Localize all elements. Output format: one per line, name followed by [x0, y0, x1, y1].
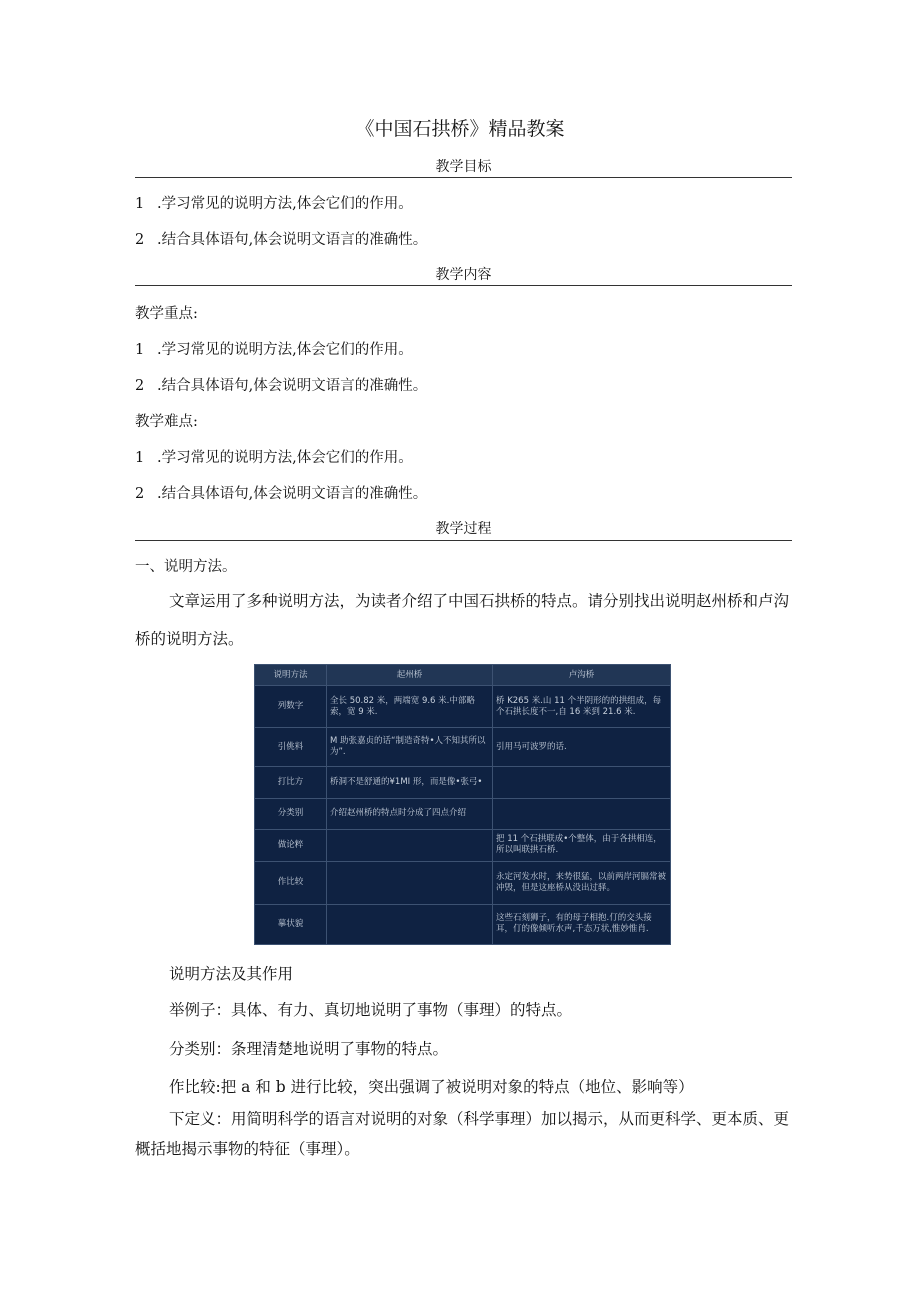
intro-paragraph: 文章运用了多种说明方法，为读者介绍了中国石拱桥的特点。请分别找出说明赵州桥和卢沟桥的说明方法。 — [135, 592, 790, 648]
divider — [135, 285, 792, 286]
item-number: 1 — [135, 196, 145, 212]
item-text: .学习常见的说明方法,体会它们的作用。 — [157, 342, 413, 358]
lugou-cell: 这些石刻狮子，有的母子相抱.仃的交头接耳，仃的像倾听水声,千态万状,惟妙惟肖. — [493, 904, 671, 945]
item-number: 2 — [135, 378, 145, 394]
page-title: 《中国石拱桥》精品教案 — [355, 118, 565, 140]
summary-line-example: 举例子：具体、有力、真切地说明了事物（事理）的特点。 — [169, 1001, 573, 1019]
lugou-cell: 永定河发水时，来势很猛，以前两岸河膈常被冲毁，但是这座桥从没出过驿。 — [493, 862, 671, 904]
zhaozhou-cell — [327, 904, 493, 945]
item-text: .结合具体语句,体会说明文语言的准确性。 — [157, 486, 428, 502]
section-1-heading: 一、说明方法。 — [135, 559, 237, 575]
method-cell: 做论粹 — [255, 829, 327, 861]
zhaozhou-cell — [327, 862, 493, 904]
table-row — [255, 904, 671, 945]
zhaozhou-cell: M 助张嘉贞的话“制造奇特•人不知其所以为”. — [327, 728, 493, 766]
table-row — [255, 686, 671, 728]
column-header: 卢沟桥 — [493, 665, 671, 686]
summary-line-definition: 下定义：用简明科学的语言对说明的对象（科学事理）加以揭示，从而更科学、更本质、更概括地揭示事物的特征（事理）。 — [135, 1110, 790, 1158]
table-row — [255, 728, 671, 766]
divider — [135, 540, 792, 541]
lugou-cell: 引用马可波罗的话. — [493, 728, 671, 766]
zhaozhou-cell: 介绍赵州桥的特点时分成了四点介绍 — [327, 799, 493, 829]
section-heading-content: 教学内容 — [435, 267, 492, 283]
item-text: .学习常见的说明方法,体会它们的作用。 — [157, 196, 413, 212]
methods-table — [254, 664, 671, 945]
zhaozhou-cell — [327, 829, 493, 861]
key-points-label: 教学重点: — [135, 306, 198, 322]
diff-item-1 — [135, 446, 413, 467]
method-cell: 打比方 — [255, 766, 327, 798]
lugou-cell — [493, 766, 671, 798]
section-heading-objectives: 教学目标 — [435, 159, 492, 175]
key-item-1 — [135, 338, 413, 359]
method-cell: 分类别 — [255, 799, 327, 829]
item-text: .结合具体语句,体会说明文语言的准确性。 — [157, 378, 428, 394]
objective-item-1 — [135, 192, 413, 213]
column-header: 说明方法 — [255, 665, 327, 686]
lugou-cell: 桥 K265 米.山 11 个半阴形的的拱组成，每个石拱长度不一,自 16 米到 21.6 米. — [493, 686, 671, 728]
table-header-row — [255, 665, 671, 686]
divider — [135, 177, 792, 178]
item-number: 1 — [135, 450, 145, 466]
table-row — [255, 862, 671, 904]
method-cell: 作比较 — [255, 862, 327, 904]
zhaozhou-cell: 全长 50.82 米，两端宽 9.6 米.中部略索，宽 9 米. — [327, 686, 493, 728]
item-number: 1 — [135, 342, 145, 358]
table-row — [255, 799, 671, 829]
item-text: .学习常见的说明方法,体会它们的作用。 — [157, 450, 413, 466]
method-cell: 摹状貌 — [255, 904, 327, 945]
summary-line-classification: 分类别：条理清楚地说明了事物的特点。 — [169, 1040, 449, 1058]
item-number: 2 — [135, 486, 145, 502]
table-row — [255, 766, 671, 798]
key-item-2 — [135, 374, 427, 395]
lugou-cell: 把 11 个石拱联成•个整体，由于各拱相连，所以叫联拱石桥. — [493, 829, 671, 861]
zhaozhou-cell: 桥洞不是舒通的¥1MI 形，而是像•张弓• — [327, 766, 493, 798]
item-number: 2 — [135, 232, 145, 248]
section-heading-process: 教学过程 — [435, 521, 492, 537]
item-text: .结合具体语句,体会说明文语言的准确性。 — [157, 232, 428, 248]
objective-item-2 — [135, 228, 427, 249]
table-row — [255, 829, 671, 861]
summary-heading: 说明方法及其作用 — [169, 965, 294, 983]
difficult-points-label: 教学难点: — [135, 414, 198, 430]
lugou-cell — [493, 799, 671, 829]
method-cell: 列数字 — [255, 686, 327, 728]
summary-line-comparison: 作比较:把 a 和 b 进行比较，突出强调了被说明对象的特点（地位、影响等） — [169, 1078, 694, 1096]
column-header: 起州桥 — [327, 665, 493, 686]
diff-item-2 — [135, 482, 427, 503]
method-cell: 引佻料 — [255, 728, 327, 766]
